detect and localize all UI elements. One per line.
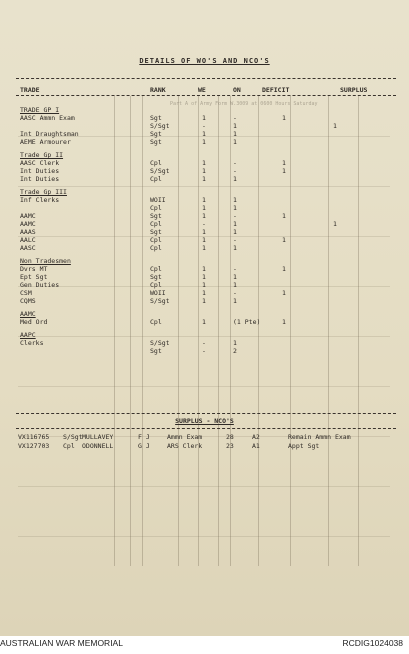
cell-on: 1 (233, 273, 237, 281)
cell-rank: S/Sgt (150, 122, 170, 130)
cell-deficit: 1 (282, 318, 286, 326)
cell-on: - (233, 159, 237, 167)
surplus-name: ODONNELL (82, 442, 114, 450)
cell-we: 1 (202, 289, 206, 297)
cell-trade: Int Duties (20, 167, 60, 175)
cell-trade: AAMC (20, 212, 36, 220)
footer-record-id: RCDIG1024038 (342, 638, 403, 648)
cell-on: 1 (233, 281, 237, 289)
surplus-trade: Ammn Exam (167, 433, 203, 441)
cell-we: 1 (202, 297, 206, 305)
cell-rank: Cpl (150, 265, 162, 273)
cell-trade: AASC Ammn Exam (20, 114, 75, 122)
header-rule-bottom (16, 95, 396, 96)
surplus-initials: G J (138, 442, 150, 450)
cell-surplus: 1 (333, 122, 337, 130)
section-heading: TRADE GP I (20, 106, 60, 114)
cell-on: 2 (233, 347, 237, 355)
cell-we: - (202, 122, 206, 130)
cell-on: - (233, 289, 237, 297)
surplus-number: VX116765 (18, 433, 50, 441)
section-heading: AAMC (20, 310, 36, 318)
cell-we: 1 (202, 265, 206, 273)
cell-on: 1 (233, 130, 237, 138)
cell-deficit: 1 (282, 265, 286, 273)
cell-we: 1 (202, 212, 206, 220)
cell-rank: S/Sgt (150, 297, 170, 305)
col-deficit: DEFICIT (262, 86, 290, 94)
page-title: DETAILS OF WO'S AND NCO'S (139, 57, 270, 65)
cell-we: 1 (202, 228, 206, 236)
cell-trade: AEME Armourer (20, 138, 71, 146)
cell-deficit: 1 (282, 212, 286, 220)
cell-we: 1 (202, 204, 206, 212)
cell-on: - (233, 167, 237, 175)
cell-we: 1 (202, 318, 206, 326)
surplus-remarks: Appt Sgt (288, 442, 320, 450)
cell-on: 1 (233, 204, 237, 212)
cell-we: - (202, 347, 206, 355)
surplus-initials: F J (138, 433, 150, 441)
surplus-number: VX127703 (18, 442, 50, 450)
surplus-remarks: Remain Ammn Exam (288, 433, 351, 441)
cell-on: 1 (233, 244, 237, 252)
cell-surplus: 1 (333, 220, 337, 228)
cell-we: 1 (202, 167, 206, 175)
cell-we: - (202, 339, 206, 347)
col-rank: RANK (150, 86, 166, 94)
cell-rank: Sgt (150, 212, 162, 220)
cell-trade: AASC Clerk (20, 159, 60, 167)
cell-rank: Cpl (150, 220, 162, 228)
cell-on: 1 (233, 196, 237, 204)
col-we: WE (198, 86, 206, 94)
cell-rank: WOII (150, 289, 166, 297)
cell-trade: AASC (20, 244, 36, 252)
cell-trade: Int Draughtsman (20, 130, 79, 138)
cell-rank: Sgt (150, 228, 162, 236)
cell-on: (1 Pte) (233, 318, 261, 326)
cell-deficit: 1 (282, 289, 286, 297)
cell-on: 1 (233, 122, 237, 130)
cell-trade: AALC (20, 236, 36, 244)
cell-on: 1 (233, 175, 237, 183)
cell-rank: WOII (150, 196, 166, 204)
cell-we: 1 (202, 138, 206, 146)
surplus-name: MULLAVEY (82, 433, 114, 441)
cell-we: 1 (202, 114, 206, 122)
cell-rank: Cpl (150, 281, 162, 289)
surplus-rule-bottom (16, 428, 396, 429)
cell-rank: Sgt (150, 114, 162, 122)
cell-trade: Med Ord (20, 318, 48, 326)
cell-on: - (233, 236, 237, 244)
cell-we: 1 (202, 244, 206, 252)
cell-on: - (233, 212, 237, 220)
cell-rank: Cpl (150, 175, 162, 183)
surplus-age: 23 (226, 442, 234, 450)
surplus-rule-top (16, 413, 396, 414)
cell-on: 1 (233, 339, 237, 347)
cell-on: - (233, 265, 237, 273)
cell-we: - (202, 220, 206, 228)
cell-we: 1 (202, 175, 206, 183)
header-rule-top (16, 78, 396, 79)
surplus-rank: Cpl (63, 442, 75, 450)
cell-trade: AAMC (20, 220, 36, 228)
cell-trade: CSM (20, 289, 32, 297)
surplus-rank: S/Sgt (63, 433, 83, 441)
cell-rank: Cpl (150, 318, 162, 326)
cell-deficit: 1 (282, 236, 286, 244)
surplus-title: SURPLUS - NCO'S (175, 417, 234, 425)
cell-we: 1 (202, 130, 206, 138)
cell-deficit: 1 (282, 159, 286, 167)
section-heading: AAPC (20, 331, 36, 339)
cell-trade: AAAS (20, 228, 36, 236)
cell-deficit: 1 (282, 114, 286, 122)
cell-trade: Dvrs MT (20, 265, 48, 273)
cell-rank: Sgt (150, 130, 162, 138)
col-on: ON (233, 86, 241, 94)
cell-trade: Ept Sgt (20, 273, 48, 281)
section-heading: Trade Gp III (20, 188, 67, 196)
surplus-trade: ARS Clerk (167, 442, 203, 450)
cell-trade: Gen Duties (20, 281, 60, 289)
form-header-faint: Part A of Army Form W.3009 at 0600 Hours Saturday (170, 101, 318, 107)
cell-on: 1 (233, 297, 237, 305)
col-trade: TRADE (20, 86, 40, 94)
cell-rank: Cpl (150, 204, 162, 212)
cell-trade: Int Duties (20, 175, 60, 183)
cell-trade: Inf Clerks (20, 196, 60, 204)
cell-on: 1 (233, 138, 237, 146)
cell-we: 1 (202, 159, 206, 167)
surplus-grade: A1 (252, 442, 260, 450)
footer-source: AUSTRALIAN WAR MEMORIAL (0, 638, 123, 648)
cell-on: 1 (233, 228, 237, 236)
section-heading: Non Tradesmen (20, 257, 71, 265)
cell-rank: Cpl (150, 244, 162, 252)
cell-rank: Sgt (150, 273, 162, 281)
cell-we: 1 (202, 236, 206, 244)
cell-we: 1 (202, 281, 206, 289)
cell-on: 1 (233, 220, 237, 228)
surplus-age: 28 (226, 433, 234, 441)
cell-rank: Sgt (150, 347, 162, 355)
cell-deficit: 1 (282, 167, 286, 175)
cell-trade: Clerks (20, 339, 44, 347)
cell-we: 1 (202, 273, 206, 281)
cell-rank: S/Sgt (150, 167, 170, 175)
cell-rank: Cpl (150, 159, 162, 167)
cell-trade: CQMS (20, 297, 36, 305)
col-surplus: SURPLUS (340, 86, 368, 94)
cell-rank: Cpl (150, 236, 162, 244)
section-heading: Trade Gp II (20, 151, 64, 159)
cell-on: - (233, 114, 237, 122)
cell-rank: S/Sgt (150, 339, 170, 347)
surplus-grade: A2 (252, 433, 260, 441)
cell-rank: Sgt (150, 138, 162, 146)
cell-we: 1 (202, 196, 206, 204)
